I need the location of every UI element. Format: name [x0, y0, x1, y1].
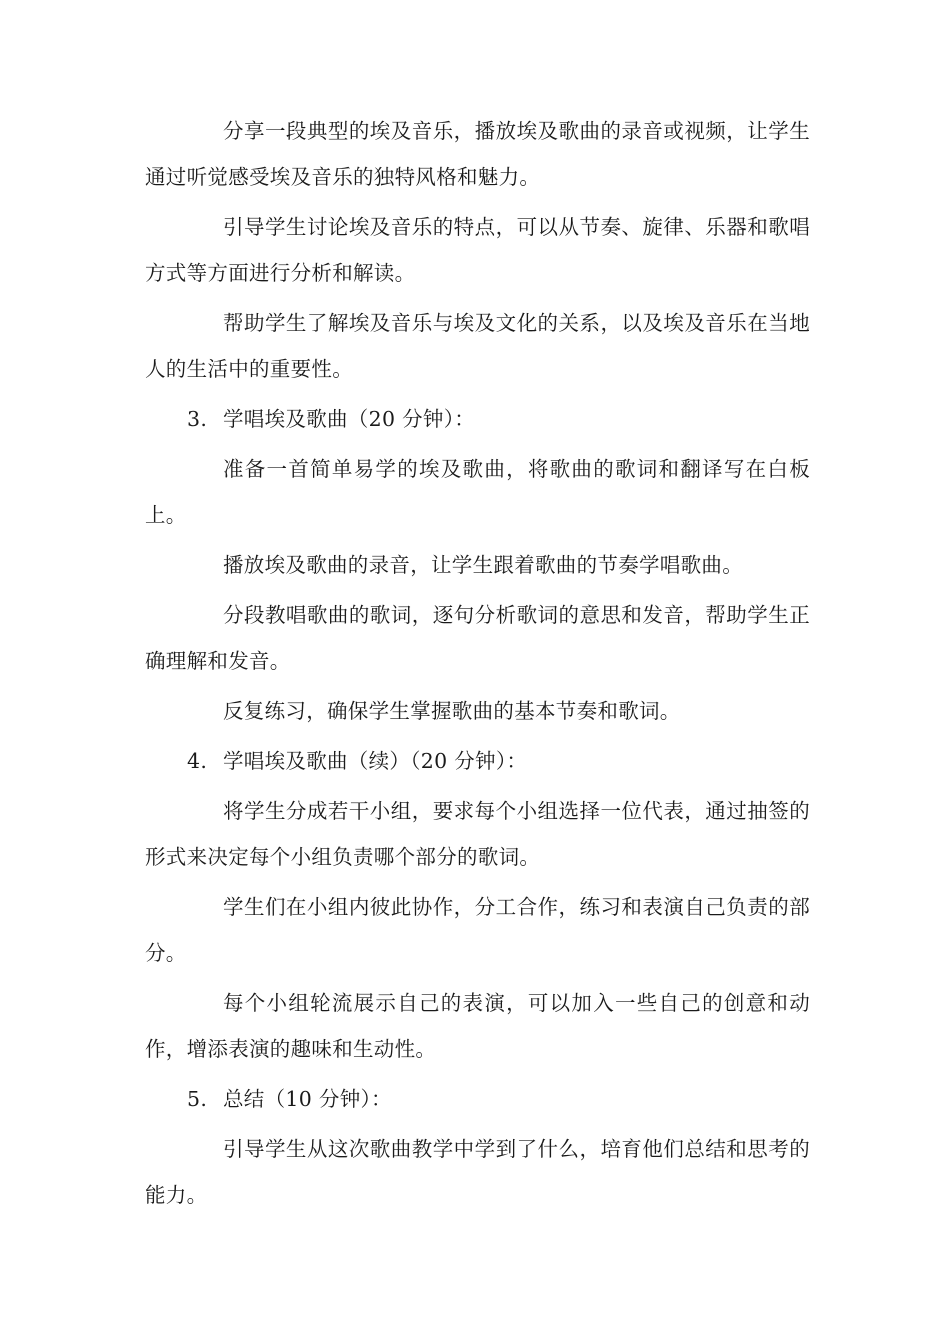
section-heading: [145, 1076, 810, 1122]
paragraph: 播放埃及歌曲的录音，让学生跟着歌曲的节奏学唱歌曲。: [223, 553, 743, 577]
paragraph: 反复练习，确保学生掌握歌曲的基本节奏和歌词。: [223, 699, 681, 723]
section-heading: [145, 396, 810, 442]
section-number: 4.: [187, 749, 208, 773]
section-title: 总结（10 分钟）：: [223, 1087, 392, 1111]
section-title: 学唱埃及歌曲（续）（20 分钟）：: [223, 749, 528, 773]
section-heading: [145, 738, 810, 784]
document-body: [145, 108, 810, 1222]
paragraph: 引导学生讨论埃及音乐的特点，可以从节奏、旋律、乐器和歌唱方式等方面进行分析和解读。: [145, 215, 810, 285]
paragraph: 分段教唱歌曲的歌词，逐句分析歌词的意思和发音，帮助学生正确理解和发音。: [145, 603, 810, 673]
section-number: 3.: [187, 407, 208, 431]
paragraph: 学生们在小组内彼此协作，分工合作，练习和表演自己负责的部分。: [145, 895, 810, 965]
paragraph: 帮助学生了解埃及音乐与埃及文化的关系，以及埃及音乐在当地人的生活中的重要性。: [145, 311, 810, 381]
section-number: 5.: [187, 1087, 208, 1111]
paragraph: 分享一段典型的埃及音乐，播放埃及歌曲的录音或视频，让学生通过听觉感受埃及音乐的独特风格和魅力。: [145, 119, 810, 189]
paragraph: 将学生分成若干小组，要求每个小组选择一位代表，通过抽签的形式来决定每个小组负责哪个部分的歌词。: [145, 799, 810, 869]
paragraph: 准备一首简单易学的埃及歌曲，将歌曲的歌词和翻译写在白板上。: [145, 457, 810, 527]
section-title: 学唱埃及歌曲（20 分钟）：: [223, 407, 476, 431]
paragraph: 引导学生从这次歌曲教学中学到了什么，培育他们总结和思考的能力。: [145, 1137, 810, 1207]
paragraph: 每个小组轮流展示自己的表演，可以加入一些自己的创意和动作，增添表演的趣味和生动性。: [145, 991, 810, 1061]
